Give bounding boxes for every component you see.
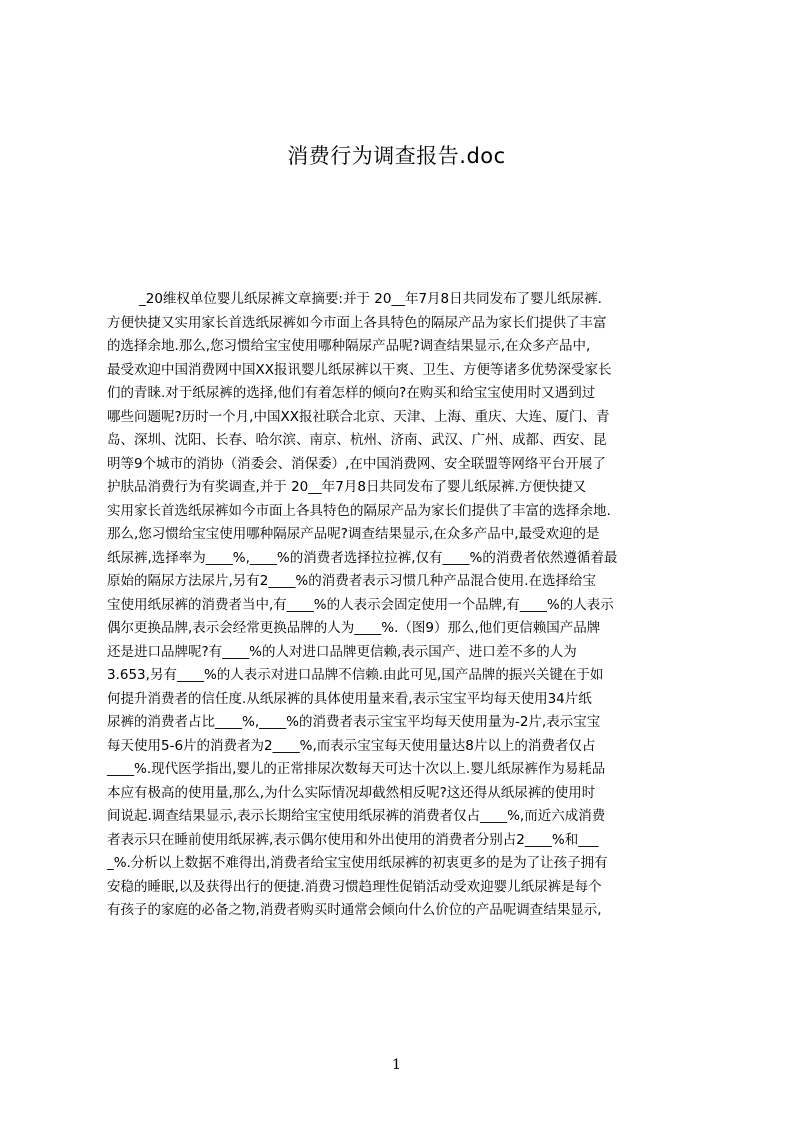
text-line: 者表示只在睡前使用纸尿裤,表示偶尔使用和外出使用的消费者分别占2____%和___ (107, 831, 599, 848)
text-line: 尿裤的消费者占比____%,____%的消费者表示宝宝平均每天使用量为-2片,表示宝宝 (107, 714, 601, 730)
text-line: 岛、深圳、沈阳、长春、哈尔滨、南京、杭州、济南、武汉、广州、成都、西安、昆 (107, 432, 607, 448)
text-line: 何提升消费者的信任度.从纸尿裤的具体使用量来看,表示宝宝平均每天使用34片纸 (107, 690, 592, 707)
text-line: ____%.现代医学指出,婴儿的正常排尿次数每天可达十次以上.婴儿纸尿裤作为易耗品 (107, 761, 606, 777)
text-line: 护肤品消费行为有奖调查,并于 20__年7月8日共同发布了婴儿纸尿裤.方便快捷又 (107, 479, 587, 495)
text-line: 原始的隔尿方法尿片,另有2____%的消费者表示习惯几种产品混合使用.在选择给宝 (107, 573, 596, 589)
text-line: _20维权单位婴儿纸尿裤文章摘要:并于 20__年7月8日共同发布了婴儿纸尿裤. (139, 291, 602, 307)
text-line: 本应有极高的使用量,那么,为什么实际情况却截然相反呢?这还得从纸尿裤的使用时 (107, 784, 596, 801)
text-line: 的选择余地.那么,您习惯给宝宝使用哪种隔尿产品呢?调查结果显示,在众多产品中, (107, 338, 591, 354)
text-line: 那么,您习惯给宝宝使用哪种隔尿产品呢?调查结果显示,在众多产品中,最受欢迎的是 (107, 526, 600, 542)
document-title: 消费行为调查报告.doc (287, 144, 506, 168)
text-line: _%.分析以上数据不难得出,消费者给宝宝使用纸尿裤的初衷更多的是为了让孩子拥有 (107, 855, 608, 871)
text-line: 们的青睐.对于纸尿裤的选择,他们有着怎样的倾向?在购买和给宝宝使用时又遇到过 (107, 385, 596, 401)
text-line: 偶尔更换品牌,表示会经常更换品牌的人为____%.（图9）那么,他们更信赖国产品牌 (107, 620, 601, 636)
page-number: 1 (392, 1057, 401, 1073)
text-line: 实用家长首选纸尿裤如今市面上各具特色的隔尿产品为家长们提供了丰富的选择余地. (107, 502, 611, 519)
text-line: 纸尿裤,选择率为____%,____%的消费者选择拉拉裤,仅有____%的消费者依然遵循着最 (107, 549, 618, 566)
text-line: 方便快捷又实用家长首选纸尿裤如今市面上各具特色的隔尿产品为家长们提供了丰富 (107, 314, 607, 331)
text-line: 明等9个城市的消协（消委会、消保委）,在中国消费网、安全联盟等网络平台开展了 (107, 455, 606, 472)
text-line: 间说起.调查结果显示,表示长期给宝宝使用纸尿裤的消费者仅占____%,而近六成消费 (107, 808, 606, 824)
text-line: 哪些问题呢?历时一个月,中国XX报社联合北京、天津、上海、重庆、大连、厦门、青 (107, 408, 610, 425)
text-line: 宝使用纸尿裤的消费者当中,有____%的人表示会固定使用一个品牌,有____%的人表示 (107, 596, 614, 613)
body-text (107, 288, 696, 918)
text-line: 3.653,另有____%的人表示对进口品牌不信赖.由此可见,国产品牌的振兴关键在于如 (107, 667, 604, 683)
text-line: 每天使用5-6片的消费者为2____%,而表示宝宝每天使用量达8片以上的消费者仅占 (107, 737, 596, 754)
text-line: 安稳的睡眠,以及获得出行的便捷.消费习惯趋理性促销活动受欢迎婴儿纸尿裤是每个 (107, 878, 602, 895)
text-line: 还是进口品牌呢?有____%的人对进口品牌更信赖,表示国产、进口差不多的人为 (107, 643, 577, 660)
text-line: 有孩子的家庭的必备之物,消费者购买时通常会倾向什么价位的产品呢调查结果显示, (107, 902, 602, 918)
text-line: 最受欢迎中国消费网中国XX报讯婴儿纸尿裤以干爽、卫生、方便等诸多优势深受家长 (107, 361, 612, 378)
